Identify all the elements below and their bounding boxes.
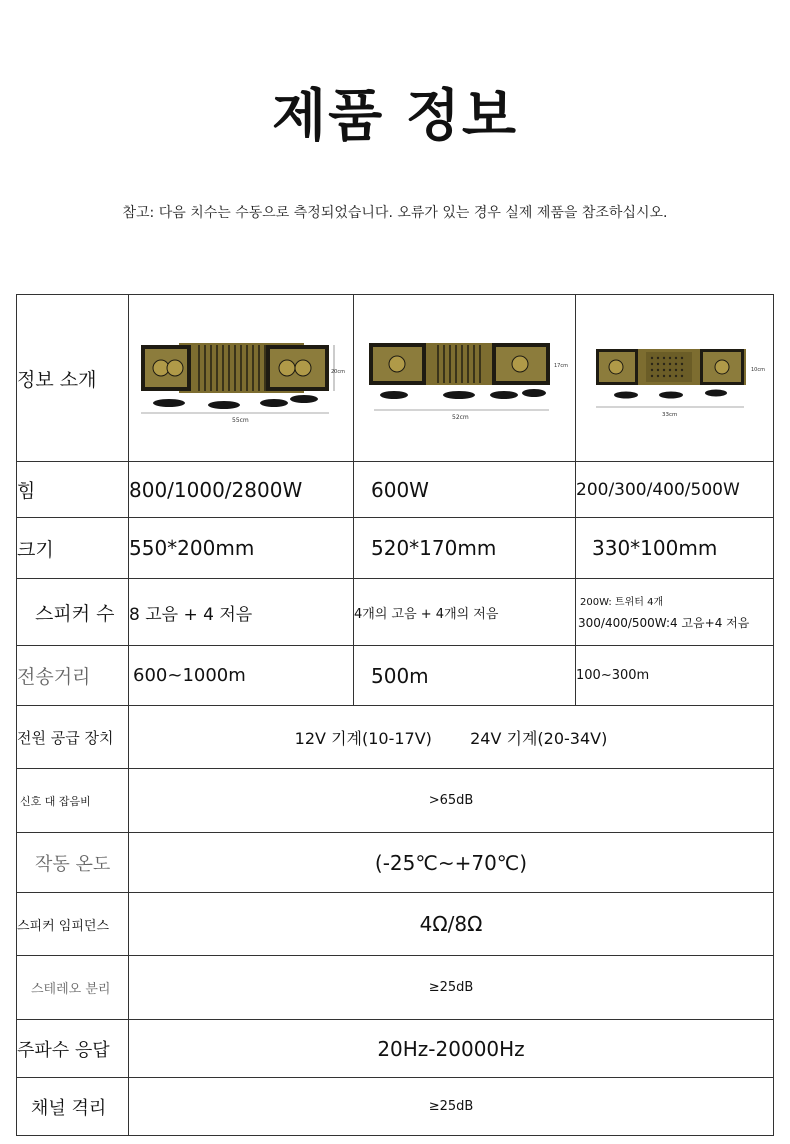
impedance-value: 4Ω/8Ω	[129, 893, 774, 956]
temp-value: (-25℃~+70℃)	[129, 833, 774, 893]
distance-value-1: 600~1000m	[129, 646, 354, 706]
supply-value	[129, 706, 774, 769]
supply-value-24v: 24V 기계(20-34V)	[470, 728, 608, 748]
product-image-2	[354, 295, 576, 462]
product-3-height-label: 10cm	[751, 367, 765, 373]
label-intro: 정보 소개	[17, 295, 129, 462]
product-2-height-label: 17cm	[554, 363, 568, 369]
row-supply	[17, 706, 774, 769]
row-distance	[17, 646, 774, 706]
power-value-3: 200/300/400/500W	[576, 462, 774, 518]
label-snr: 신호 대 잡음비	[17, 769, 129, 833]
distance-value-3: 100~300m	[576, 646, 774, 706]
label-impedance: 스피커 임피던스	[17, 893, 129, 956]
row-size	[17, 518, 774, 579]
label-size: 크기	[17, 518, 129, 579]
row-temp	[17, 833, 774, 893]
freq-value: 20Hz-20000Hz	[129, 1020, 774, 1078]
label-freq: 주파수 응답	[17, 1020, 129, 1078]
channel-value: ≥25dB	[129, 1078, 774, 1136]
speakers-value-3-line2: 300/400/500W:4 고음+4 저음	[578, 616, 750, 630]
product-1-height-label: 20cm	[331, 369, 345, 375]
label-temp: 작동 온도	[17, 833, 129, 893]
row-intro	[17, 295, 774, 462]
size-value-2: 520*170mm	[354, 518, 576, 579]
product-image-1	[129, 295, 354, 462]
row-impedance	[17, 893, 774, 956]
speakers-value-2: 4개의 고음 + 4개의 저음	[354, 579, 576, 646]
page-title: 제품 정보	[272, 84, 518, 149]
product-3-width-label: 33cm	[662, 412, 678, 418]
supply-value-12v: 12V 기계(10-17V)	[294, 728, 432, 748]
row-snr	[17, 769, 774, 833]
label-distance: 전송거리	[17, 646, 129, 706]
product-1-width-label: 55cm	[232, 417, 249, 424]
speakers-value-3	[576, 579, 774, 646]
speakers-value-3-line1: 200W: 트위터 4개	[580, 597, 664, 608]
size-value-1: 550*200mm	[129, 518, 354, 579]
label-supply: 전원 공급 장치	[17, 706, 129, 769]
speakers-value-1: 8 고음 + 4 저음	[129, 579, 354, 646]
stereo-value: ≥25dB	[129, 956, 774, 1020]
label-channel: 채널 격리	[17, 1078, 129, 1136]
row-freq	[17, 1020, 774, 1078]
snr-value: >65dB	[129, 769, 774, 833]
measurement-note: 참고: 다음 치수는 수동으로 측정되었습니다. 오류가 있는 경우 실제 제품을 참조하십시오.	[122, 205, 668, 221]
product-image-3	[576, 295, 774, 462]
row-speakers	[17, 579, 774, 646]
product-2-width-label: 52cm	[452, 414, 469, 421]
row-stereo	[17, 956, 774, 1020]
label-speakers: 스피커 수	[17, 579, 129, 646]
power-value-1: 800/1000/2800W	[129, 462, 354, 518]
distance-value-2: 500m	[354, 646, 576, 706]
row-power	[17, 462, 774, 518]
power-value-2: 600W	[354, 462, 576, 518]
size-value-3: 330*100mm	[576, 518, 774, 579]
label-stereo: 스테레오 분리	[17, 956, 129, 1020]
spec-table	[16, 294, 774, 1136]
label-power: 힘	[17, 462, 129, 518]
row-channel	[17, 1078, 774, 1136]
